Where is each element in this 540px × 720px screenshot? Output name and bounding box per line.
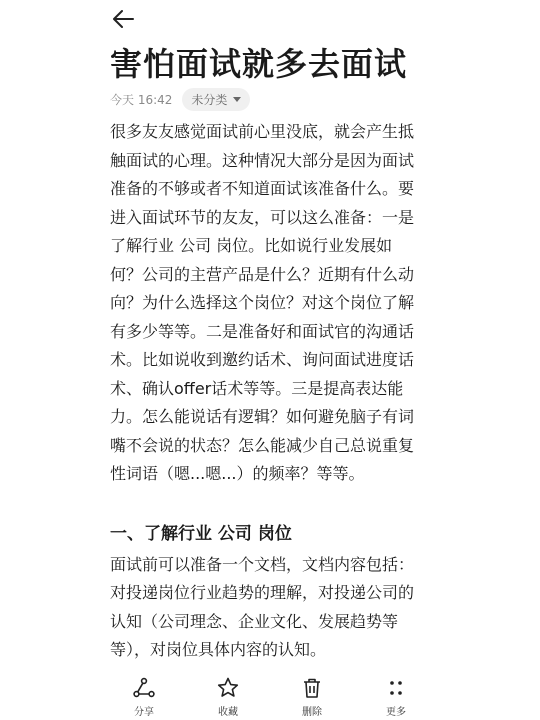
delete-button[interactable]: [282, 676, 342, 718]
star-icon: [216, 676, 240, 700]
text-line: 进入面试环节的友友，可以这么准备：一是: [110, 207, 415, 227]
text-line: 力。怎么能说话有逻辑？如何避免脑子有词: [110, 407, 415, 426]
note-timestamp: 今天 16:42: [110, 93, 173, 107]
text-line: 触面试的心理。这种情况大部分是因为面试: [110, 150, 415, 170]
text-line: 术、确认offer话术等等。三是提高表达能: [110, 378, 404, 398]
delete-label: 删除: [302, 707, 322, 718]
text-line: 有多少等等。二是准备好和面试官的沟通话: [110, 321, 415, 341]
back-button[interactable]: [110, 6, 136, 32]
bottom-toolbar: [0, 670, 540, 720]
category-selector[interactable]: [182, 88, 250, 111]
favorite-button[interactable]: [198, 676, 258, 718]
favorite-label: 收藏: [218, 707, 238, 718]
text-line: 很多友友感觉面试前心里没底，就会产生抵: [110, 122, 415, 141]
text-line: 了解行业 公司 岗位。比如说行业发展如: [110, 236, 393, 255]
category-label: 未分类: [191, 93, 228, 107]
trash-icon: [300, 676, 324, 700]
more-dots-icon: [384, 676, 408, 700]
paragraph-intro: [110, 118, 428, 489]
note-body[interactable]: [110, 118, 428, 693]
arrow-left-icon: [111, 9, 135, 29]
text-line: 术。比如说收到邀约话术、询问面试进度话: [110, 350, 415, 369]
text-line: 向？为什么选择这个岗位？对这个岗位了解: [110, 293, 415, 312]
text-line: 认知（公司理念、企业文化、发展趋势等: [110, 611, 399, 631]
share-label: 分享: [134, 707, 154, 718]
text-line: 等），对岗位具体内容的认知。: [110, 640, 327, 659]
section-heading: 一、了解行业 公司 岗位: [110, 523, 292, 544]
paragraph-section-one: [110, 551, 428, 665]
text-line: 对投递岗位行业趋势的理解，对投递公司的: [110, 583, 415, 602]
caret-down-icon: [233, 97, 241, 102]
share-button[interactable]: [114, 676, 174, 718]
more-label: 更多: [386, 707, 406, 718]
text-line: 嘴不会说的状态？怎么能减少自己总说重复: [110, 435, 415, 455]
more-button[interactable]: [366, 676, 426, 718]
text-line: 性词语（嗯...嗯...）的频率？等等。: [110, 464, 365, 483]
text-line: 面试前可以准备一个文档，文档内容包括：: [110, 554, 415, 574]
note-title[interactable]: 害怕面试就多去面试: [110, 45, 408, 83]
share-icon: [132, 676, 156, 700]
note-meta: [110, 88, 250, 111]
text-line: 何？公司的主营产品是什么？近期有什么动: [110, 264, 415, 284]
text-line: 准备的不够或者不知道面试该准备什么。要: [110, 179, 415, 198]
